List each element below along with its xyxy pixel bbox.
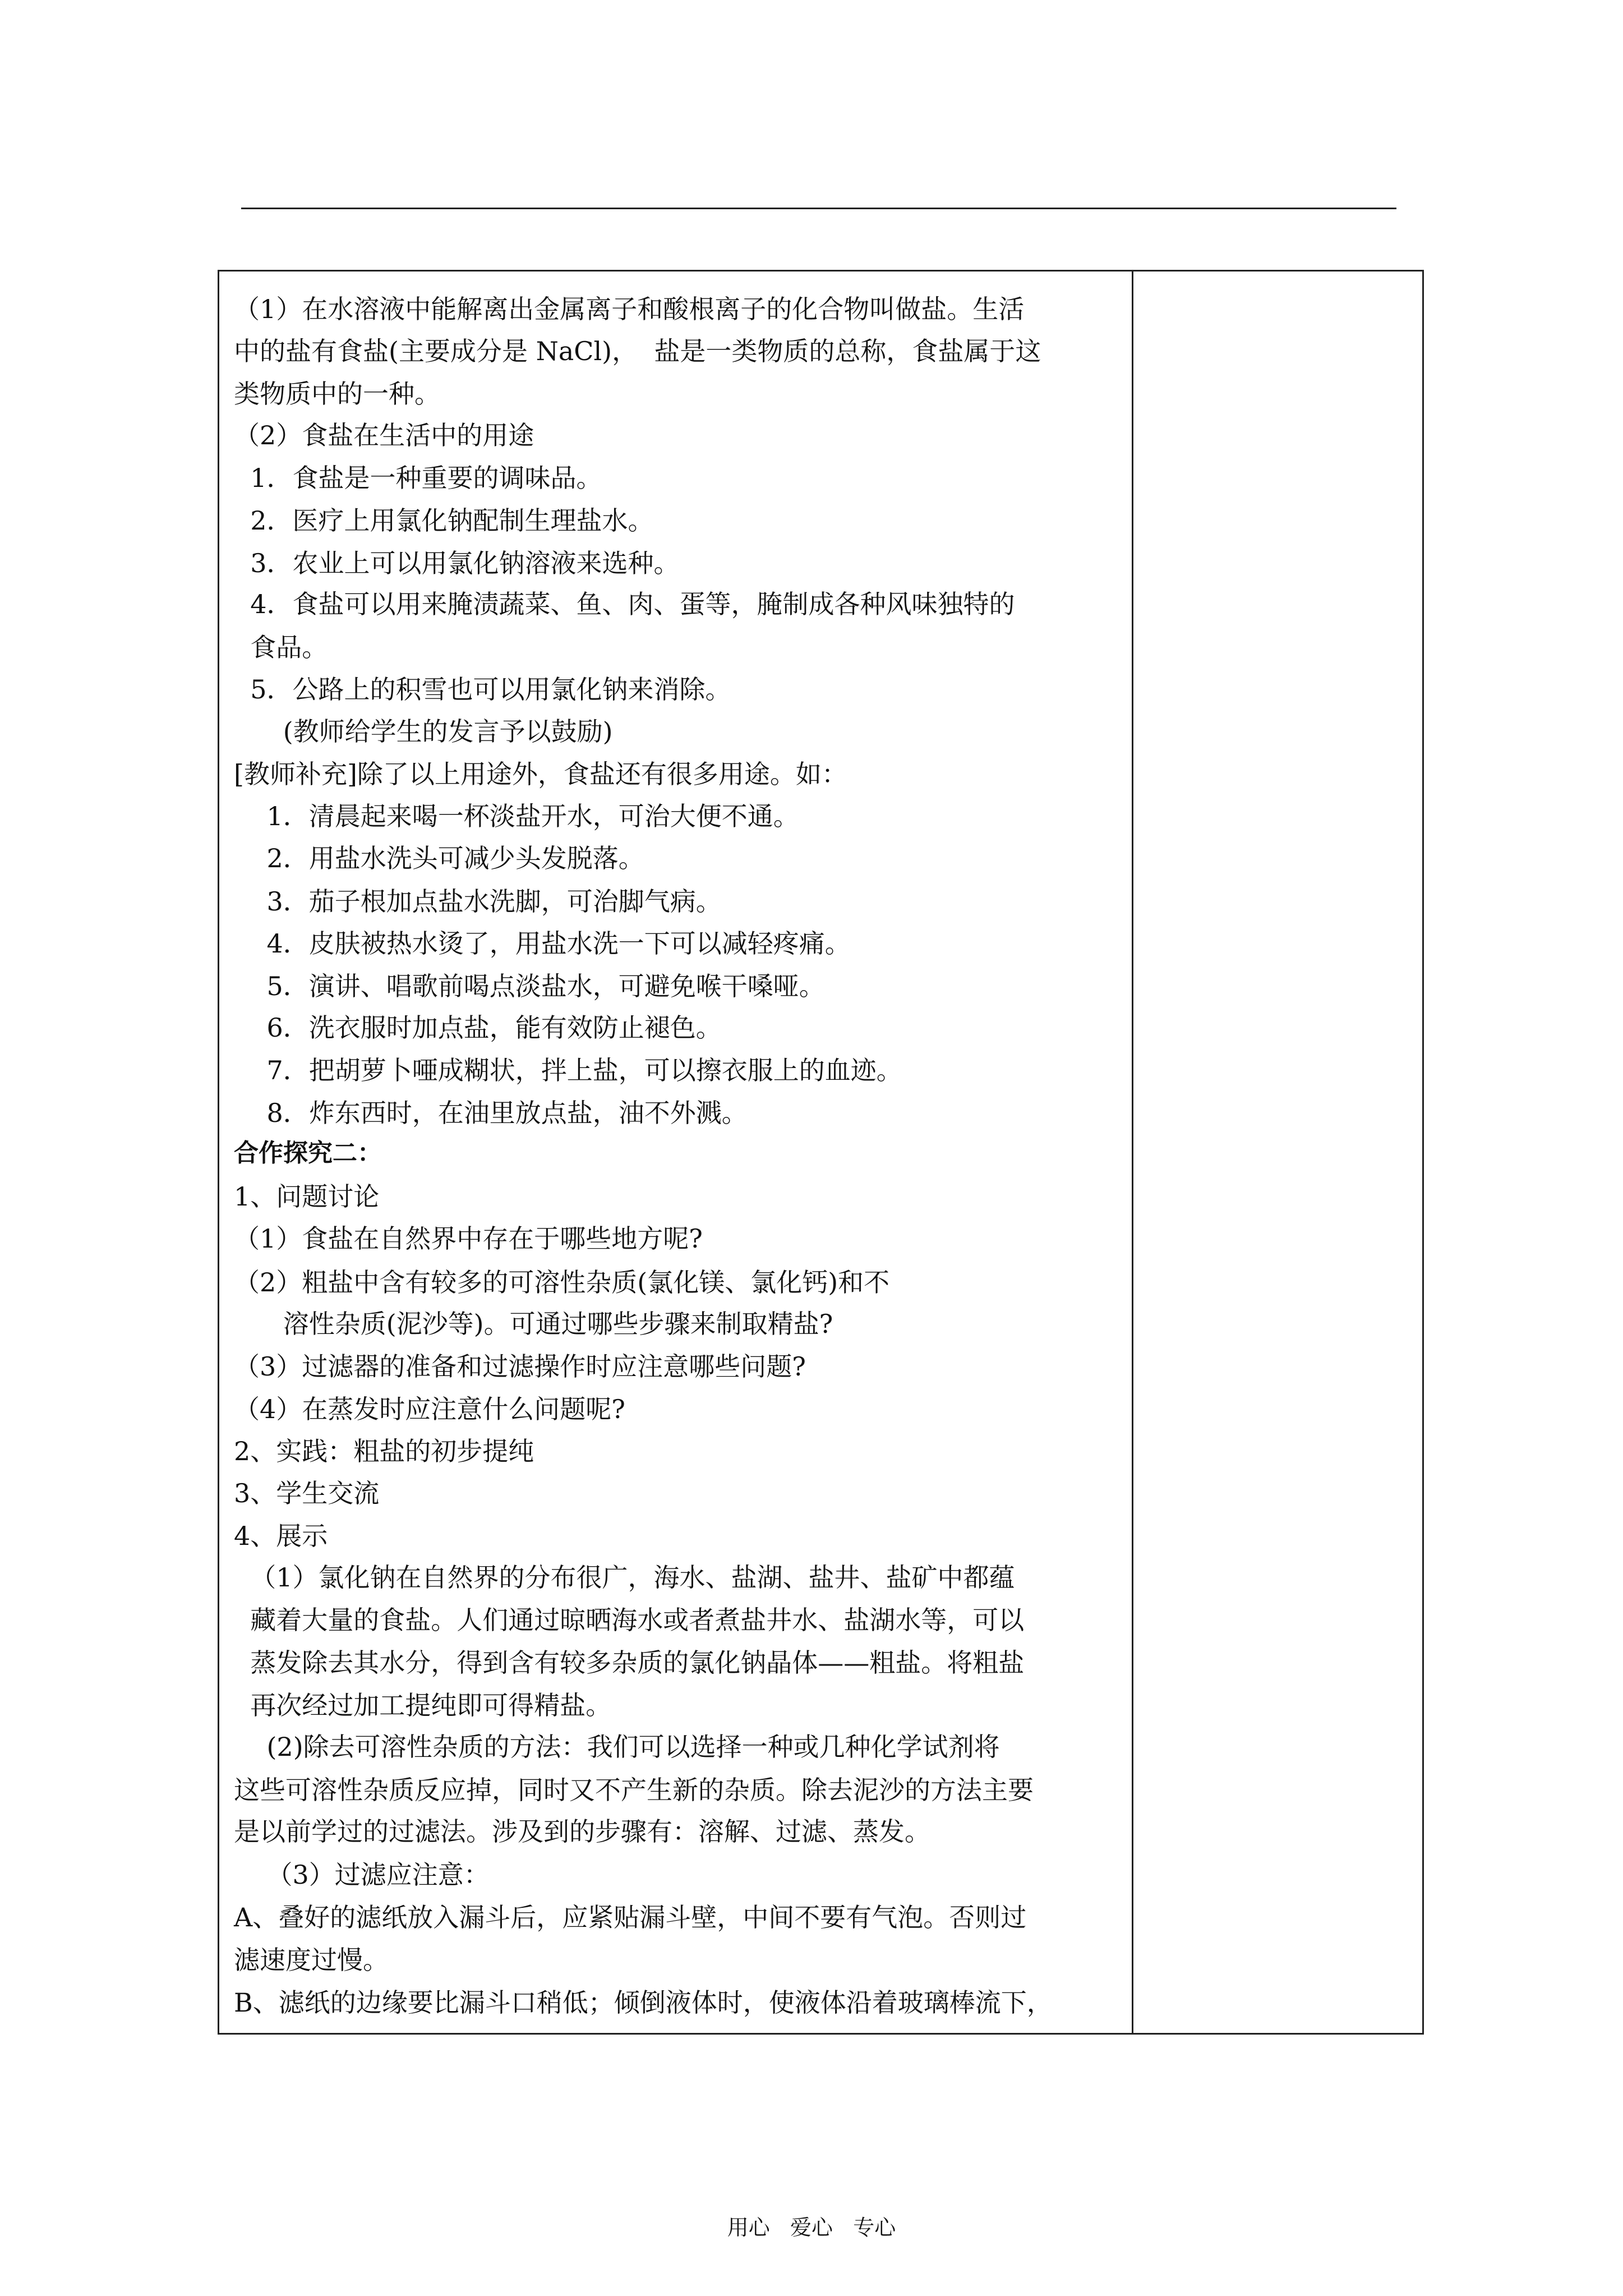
text-line: 7．把胡萝卜唖成糊状，拌上盐，可以擦衣服上的血迹。 — [234, 1055, 902, 1085]
text-line: 滤速度过慢。 — [234, 1945, 389, 1975]
text-line: 1、问题讨论 — [234, 1181, 380, 1212]
text-line: （2）食盐在生活中的用途 — [234, 420, 534, 450]
content-table — [218, 270, 1424, 2035]
header-rule — [241, 208, 1396, 209]
text-line: 这些可溶性杂质反应掉，同时又不产生新的杂质。除去泥沙的方法主要 — [234, 1775, 1034, 1805]
text-line: 藏着大量的食盐。人们通过晾晒海水或者煮盐井水、盐湖水等，可以 — [234, 1605, 1025, 1635]
text-line: 食品。 — [234, 632, 328, 662]
text-line: （3）过滤器的准备和过滤操作时应注意哪些问题? — [234, 1351, 806, 1382]
text-line: 6．洗衣服时加点盐，能有效防止褪色。 — [234, 1013, 722, 1043]
text-line: 类物质中的一种。 — [234, 379, 440, 409]
text-line: 3、学生交流 — [234, 1478, 380, 1508]
text-line: 中的盐有食盐(主要成分是 NaCl)， 盐是一类物质的总称，食盐属于这 — [234, 336, 1041, 366]
text-line: 4．食盐可以用来腌渍蔬菜、鱼、肉、蛋等，腌制成各种风味独特的 — [234, 589, 1015, 619]
text-line: A、叠好的滤纸放入漏斗后，应紧贴漏斗壁，中间不要有气泡。否则过 — [234, 1902, 1027, 1932]
text-line: 2．用盐水洗头可减少头发脱落。 — [234, 843, 644, 873]
text-line: （1）在水溶液中能解离出金属离子和酸根离子的化合物叫做盐。生活 — [234, 294, 1025, 324]
page-footer: 用心 爱心 专心 — [727, 2215, 896, 2240]
text-line: B、滤纸的边缘要比漏斗口稍低；倾倒液体时，使液体沿着玻璃棒流下， — [234, 1987, 1053, 2018]
text-line: 溶性杂质(泥沙等)。可通过哪些步骤来制取精盐? — [234, 1309, 833, 1339]
text-line: 8．炸东西时，在油里放点盐，油不外溅。 — [234, 1098, 748, 1128]
text-line: 3．农业上可以用氯化钠溶液来选种。 — [234, 548, 680, 578]
text-line: 是以前学过的过滤法。涉及到的步骤有：溶解、过滤、蒸发。 — [234, 1816, 930, 1847]
text-line: （4）在蒸发时应注意什么问题呢? — [234, 1394, 625, 1424]
text-line: 2、实践：粗盐的初步提纯 — [234, 1436, 534, 1466]
text-line: 2．医疗上用氯化钠配制生理盐水。 — [234, 505, 654, 536]
text-line: 5．演讲、唱歌前喝点淡盐水，可避免喉干嗓哑。 — [234, 971, 825, 1001]
text-line: 蒸发除去其水分，得到含有较多杂质的氯化钠晶体——粗盐。将粗盐 — [234, 1648, 1025, 1678]
text-line: 5．公路上的积雪也可以用氯化钠来消除。 — [234, 674, 731, 705]
text-line: (教师给学生的发言予以鼓励) — [234, 716, 613, 747]
text-line: （3）过滤应注意： — [234, 1860, 490, 1890]
text-line: （1）氯化钠在自然界的分布很广，海水、盐湖、盐井、盐矿中都蕴 — [234, 1562, 1015, 1593]
text-line: (2)除去可溶性杂质的方法：我们可以选择一种或几种化学试剂将 — [234, 1732, 1000, 1762]
text-line: 4、展示 — [234, 1521, 328, 1551]
text-line: （2）粗盐中含有较多的可溶性杂质(氯化镁、氯化钙)和不 — [234, 1267, 890, 1297]
text-line: 1．清晨起来喝一杯淡盐开水，可治大便不通。 — [234, 801, 799, 831]
table-column-divider — [1132, 272, 1133, 2033]
text-line: 4．皮肤被热水烫了，用盐水洗一下可以减轻疼痛。 — [234, 928, 851, 959]
section-heading: 合作探究二： — [234, 1139, 382, 1167]
text-line: 3．茄子根加点盐水洗脚，可治脚气病。 — [234, 886, 722, 917]
text-line: 1．食盐是一种重要的调味品。 — [234, 463, 602, 493]
text-line: [教师补充]除了以上用途外，食盐还有很多用途。如： — [234, 759, 847, 789]
text-line: （1）食盐在自然界中存在于哪些地方呢? — [234, 1223, 703, 1254]
text-line: 再次经过加工提纯即可得精盐。 — [234, 1690, 612, 1720]
